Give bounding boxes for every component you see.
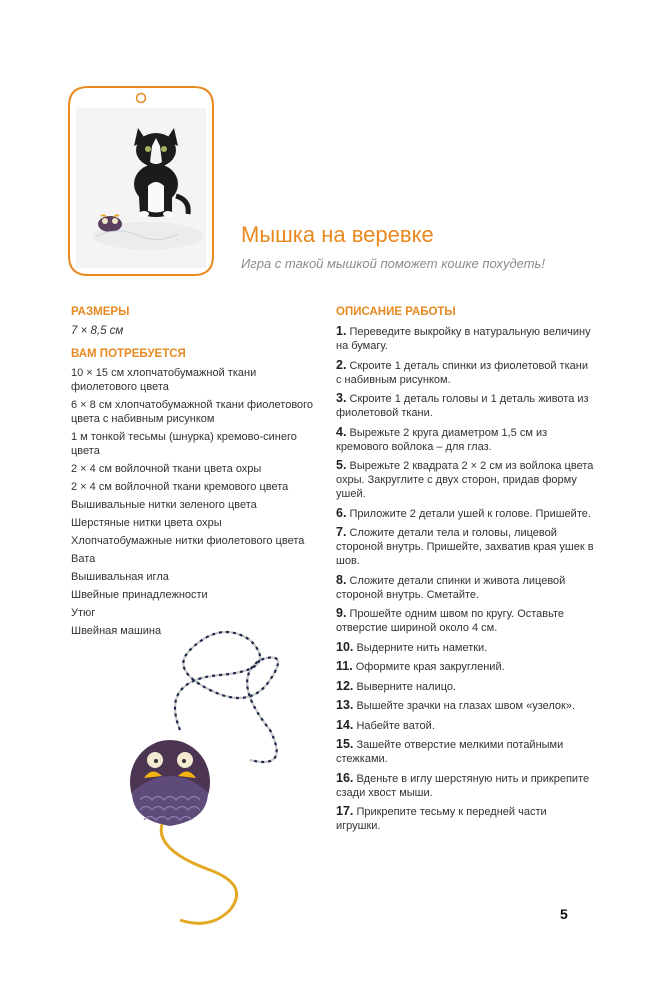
- instruction-step: [336, 698, 594, 713]
- step-text: Вденьте в иглу шерстяную нить и прикрепите сзади хвост мыши.: [336, 772, 590, 799]
- step-number: 6.: [336, 505, 347, 520]
- step-text: Переведите выкройку в натуральную величину на бумагу.: [336, 326, 591, 352]
- step-number: 17.: [336, 804, 354, 818]
- instruction-step: [336, 659, 594, 674]
- instruction-step: [336, 358, 594, 387]
- step-number: 10.: [336, 639, 354, 654]
- material-item: Вата: [71, 553, 96, 565]
- instruction-step: [336, 525, 594, 568]
- material-item: Вышивальная игла: [71, 571, 169, 583]
- instruction-step: [336, 804, 594, 833]
- step-number: 7.: [336, 525, 347, 539]
- toy-mouse-photo: [100, 620, 340, 940]
- step-number: 9.: [336, 606, 347, 620]
- material-item: 10 × 15 см хлопчатобумажной ткани фиолетового цвета: [71, 367, 257, 393]
- step-text: Зашейте отверстие мелкими потайными стежками.: [336, 739, 564, 765]
- mouse-body-icon: [130, 740, 210, 826]
- materials-list: [71, 366, 321, 638]
- step-number: 2.: [336, 357, 347, 372]
- step-number: 15.: [336, 737, 354, 751]
- instruction-step: [336, 458, 594, 501]
- step-text: Прошейте одним швом по кругу. Оставьте отверстие шириной около 4 см.: [336, 608, 565, 634]
- step-number: 13.: [336, 698, 354, 712]
- kitten-photo-tag: [68, 86, 214, 276]
- steps-list: [336, 324, 594, 833]
- step-number: 4.: [336, 424, 347, 439]
- step-text: Скроите 1 деталь спинки из фиолетовой ткани с набивным рисунком.: [336, 359, 588, 386]
- instruction-step: [336, 324, 594, 353]
- step-text: Сложите детали тела и головы, лицевой стороной внутрь. Пришейте, захватив края ушек в шов.: [336, 527, 594, 567]
- material-item: 1 м тонкой тесьмы (шнурка) кремово-синего цвета: [71, 431, 297, 457]
- material-item: 6 × 8 см хлопчатобумажной ткани фиолетового цвета с набивным рисунком: [71, 399, 314, 425]
- material-item: 2 × 4 см войлочной ткани кремового цвета: [71, 481, 289, 493]
- material-item: 2 × 4 см войлочной ткани цвета охры: [71, 463, 262, 475]
- step-text: Выдерните нить наметки.: [356, 641, 488, 654]
- page-title: Мышка на веревке: [241, 222, 434, 247]
- instruction-step: [336, 573, 594, 602]
- material-item: Утюг: [71, 607, 96, 619]
- step-text: Вырежьте 2 круга диаметром 1,5 см из кремового войлока – для глаз.: [336, 426, 548, 453]
- page-subtitle: Игра с такой мышкой поможет кошке похудеть!: [241, 256, 545, 271]
- step-text: Прикрепите тесьму к передней части игрушки.: [336, 806, 547, 832]
- instructions-column: [336, 305, 594, 838]
- instruction-step: [336, 718, 594, 733]
- materials-column: [71, 305, 321, 642]
- sizes-heading: РАЗМЕРЫ: [71, 306, 130, 318]
- step-number: 14.: [336, 717, 354, 732]
- instruction-step: [336, 391, 594, 420]
- sizes-value: 7 × 8,5 см: [71, 325, 124, 337]
- step-text: Сложите детали спинки и живота лицевой стороной внутрь. Сметайте.: [336, 574, 566, 601]
- instruction-step: [336, 425, 594, 454]
- materials-heading: ВАМ ПОТРЕБУЕТСЯ: [71, 348, 186, 360]
- instruction-step: [336, 771, 594, 800]
- step-number: 1.: [336, 324, 347, 338]
- step-number: 5.: [336, 458, 347, 472]
- step-number: 8.: [336, 572, 347, 587]
- instructions-heading: ОПИСАНИЕ РАБОТЫ: [336, 306, 456, 318]
- step-text: Оформите края закруглений.: [355, 661, 505, 673]
- material-item: Хлопчатобумажные нитки фиолетового цвета: [71, 535, 305, 547]
- step-text: Вышейте зрачки на глазах швом «узелок».: [356, 700, 576, 712]
- page-number: 5: [560, 906, 568, 922]
- material-item: Швейная машина: [71, 625, 162, 637]
- step-text: Выверните налицо.: [356, 680, 457, 693]
- instruction-step: [336, 737, 594, 766]
- step-text: Приложите 2 детали ушей к голове. Пришейте.: [349, 507, 591, 520]
- step-text: Набейте ватой.: [356, 719, 435, 732]
- material-item: Вышивальные нитки зеленого цвета: [71, 499, 257, 511]
- instruction-step: [336, 640, 594, 655]
- instruction-step: [336, 506, 594, 521]
- material-item: Швейные принадлежности: [71, 589, 208, 601]
- step-number: 3.: [336, 391, 347, 405]
- string-icon: [175, 632, 278, 762]
- step-text: Вырежьте 2 квадрата 2 × 2 см из войлока цвета охры. Закруглите с двух сторон, придав форму ушей.: [336, 460, 594, 500]
- tag-hole-icon: [137, 94, 146, 103]
- step-text: Скроите 1 деталь головы и 1 деталь живота из фиолетовой ткани.: [336, 393, 589, 419]
- instruction-step: [336, 679, 594, 694]
- material-item: Шерстяные нитки цвета охры: [71, 517, 222, 529]
- step-number: 16.: [336, 770, 354, 785]
- step-number: 12.: [336, 678, 354, 693]
- tail-icon: [161, 824, 236, 923]
- step-number: 11.: [336, 659, 353, 673]
- instruction-step: [336, 606, 594, 635]
